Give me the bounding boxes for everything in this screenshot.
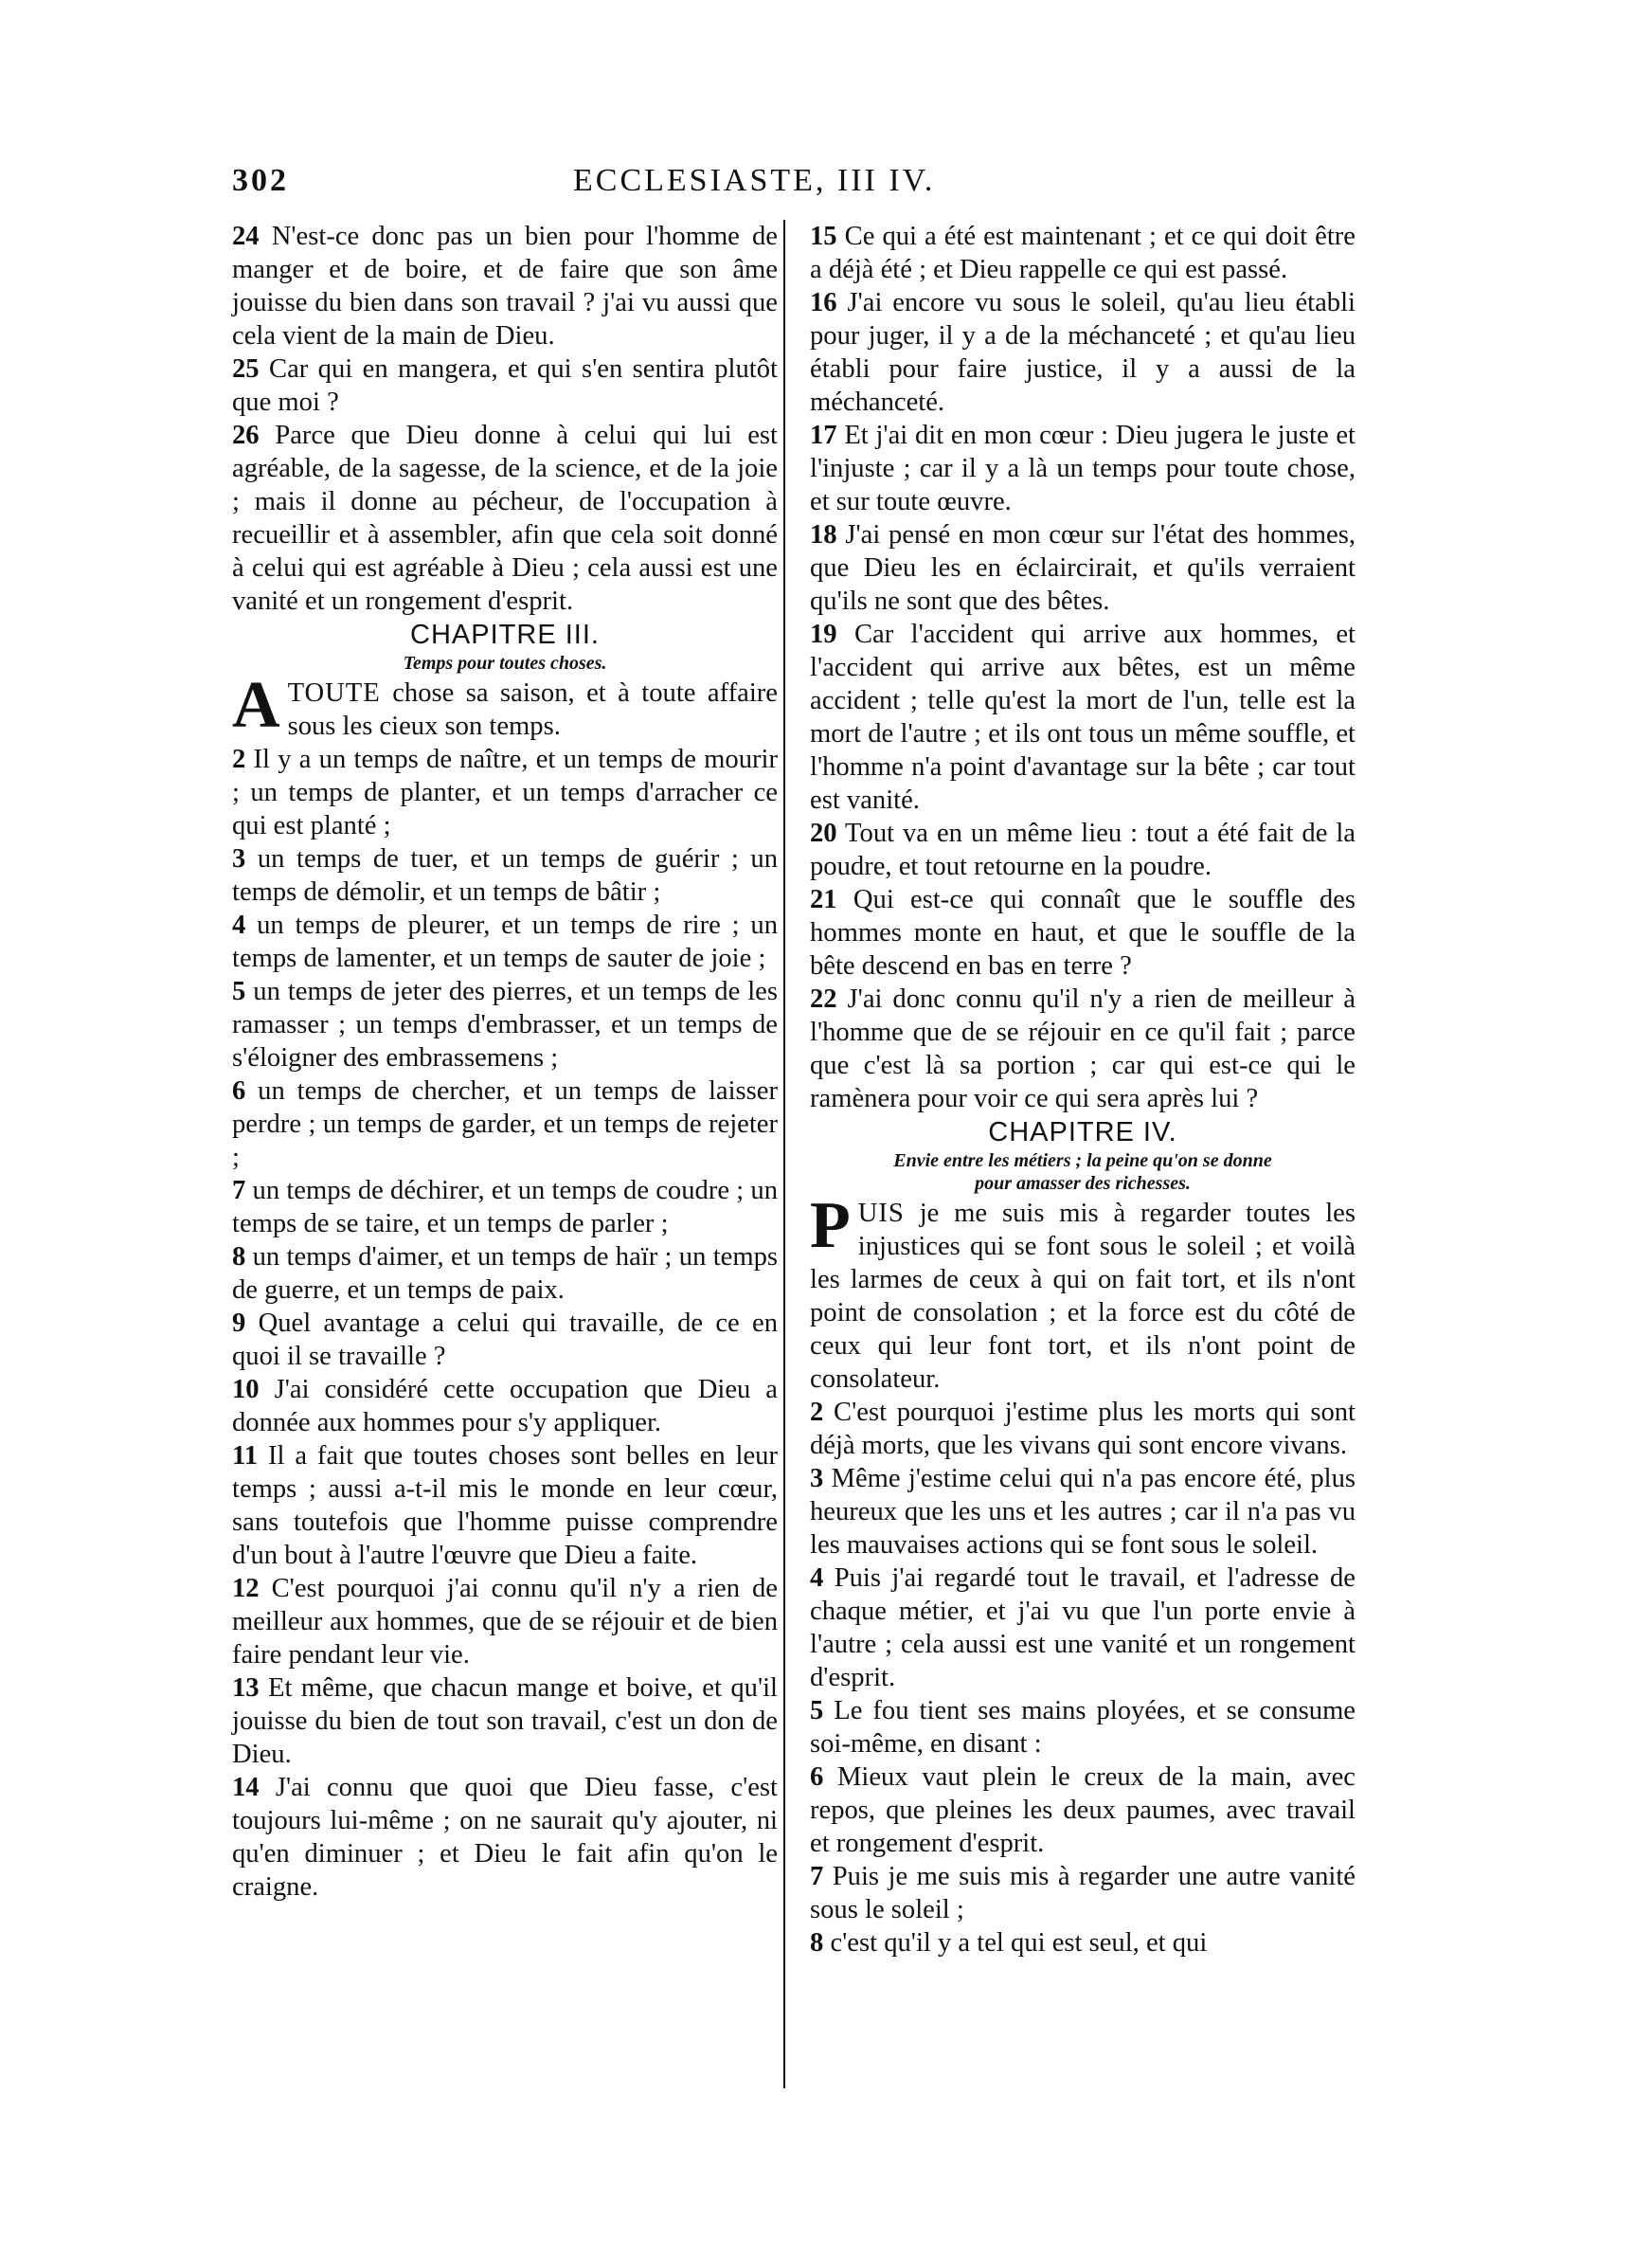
verse-number: 4 — [810, 1563, 824, 1593]
verse-text: un temps d'aimer, et un temps de haïr ; un temps de guerre, et un temps de paix. — [232, 1242, 779, 1305]
verse-text: Tout va en un même lieu : tout a été fait de la poudre, et tout retourne en la poudre. — [810, 819, 1356, 881]
opening-first-word: TOUTE — [287, 678, 381, 708]
opening-text: chose sa saison, et à toute affaire sous les cieux son temps. — [287, 678, 778, 741]
verse — [232, 419, 778, 618]
verse-number: 21 — [810, 885, 837, 914]
verse-text: Et j'ai dit en mon cœur : Dieu jugera le juste et l'injuste ; car il y a là un temps pour toute chose, et sur toute œuvre. — [810, 421, 1356, 516]
verse — [810, 1462, 1356, 1562]
verse-text: Puis j'ai regardé tout le travail, et l'adresse de chaque métier, et j'ai vu que l'un porte envie à l'autre ; cela aussi est une vanité et un rongement d'esprit. — [810, 1563, 1356, 1692]
chapter-4-summary-line1: Envie entre les métiers ; la peine qu'on se donne — [893, 1150, 1272, 1171]
verse-text: Il a fait que toutes choses sont belles en leur temps ; aussi a-t-il mis le monde en leur cœur, sans toutefois que l'homme puisse comprendre d'un bout à l'autre l'œuvre que Dieu a faite. — [232, 1441, 779, 1570]
verse-number: 3 — [810, 1464, 824, 1493]
verse-text: Ce qui a été est maintenant ; et ce qui doit être a déjà été ; et Dieu rappelle ce qui est passé. — [810, 222, 1356, 284]
verse-text: J'ai connu que quoi que Dieu fasse, c'est toujours lui-même ; on ne saurait qu'y ajouter, ni qu'en diminuer ; et Dieu le fait afin qu'on le craigne. — [232, 1773, 778, 1902]
verse-number: 7 — [810, 1862, 824, 1891]
verse — [810, 518, 1356, 618]
verse-number: 8 — [232, 1242, 246, 1272]
verse-group-ch3 — [232, 743, 778, 1904]
page-number: 302 — [232, 163, 289, 198]
verse — [810, 220, 1356, 286]
verse-text: Mieux vaut plein le creux de la main, avec repos, que pleines les deux paumes, avec travail et rongement d'esprit. — [810, 1762, 1356, 1858]
verse-number: 15 — [810, 222, 837, 251]
verse-number: 3 — [232, 844, 246, 874]
verse-number: 19 — [810, 620, 837, 649]
verse-text: C'est pourquoi j'ai connu qu'il n'y a rien de meilleur aux hommes, que de se réjouir et de bien faire pendant leur vie. — [232, 1574, 779, 1670]
verse — [232, 909, 778, 975]
verse — [810, 618, 1356, 817]
verse — [810, 419, 1356, 518]
chapter-4-summary — [810, 1149, 1356, 1195]
chapter-3-title: CHAPITRE III. — [410, 620, 600, 650]
left-column — [232, 220, 778, 1904]
column-divider — [783, 220, 785, 2088]
verse — [810, 286, 1356, 419]
verse-text: un temps de pleurer, et un temps de rire ; un temps de lamenter, et un temps de sauter de joie ; — [232, 911, 778, 973]
verse-text: N'est-ce donc pas un bien pour l'homme de manger et de boire, et de faire que son âme jouisse du bien dans son travail ? j'ai vu aussi que cela vient de la main de Dieu. — [232, 222, 779, 351]
chapter-4-summary-line2: pour amasser des richesses. — [975, 1173, 1191, 1194]
verse — [810, 1926, 1356, 1959]
verse-number: 20 — [810, 819, 837, 848]
verse — [810, 817, 1356, 883]
verse — [232, 1771, 778, 1904]
verse — [232, 1240, 778, 1307]
verse-text: un temps de déchirer, et un temps de coudre ; un temps de se taire, et un temps de parler ; — [232, 1176, 778, 1238]
verse-group-ch3-end — [810, 220, 1356, 1115]
verse-number: 6 — [810, 1762, 824, 1792]
verse-number: 6 — [232, 1076, 246, 1106]
verse-number: 7 — [232, 1176, 246, 1205]
verse-number: 13 — [232, 1673, 260, 1703]
verse-text: J'ai donc connu qu'il n'y a rien de meilleur à l'homme que de se réjouir en ce qu'il fait ; parce que c'est là sa portion ; car qui est-ce qui le ramènera pour voir ce qui sera après lui ? — [810, 984, 1356, 1113]
verse-text: J'ai pensé en mon cœur sur l'état des hommes, que Dieu les en éclaircirait, et qu'ils verraient qu'ils ne sont que des bêtes. — [810, 520, 1356, 616]
verse-text: Puis je me suis mis à regarder une autre vanité sous le soleil ; — [810, 1862, 1356, 1924]
verse — [232, 1373, 778, 1439]
verse-number: 10 — [232, 1375, 260, 1404]
verse-group-ch2-end — [232, 220, 778, 618]
verse — [232, 1439, 778, 1572]
verse — [810, 1562, 1356, 1694]
running-head — [232, 163, 1374, 210]
verse — [810, 1396, 1356, 1462]
right-column — [810, 220, 1356, 1959]
verse — [232, 1572, 778, 1671]
verse-number: 24 — [232, 222, 260, 251]
drop-cap: P — [810, 1189, 851, 1262]
verse-text: Qui est-ce qui connaît que le souffle des hommes monte en haut, et que le souffle de la bête descend en bas en terre ? — [810, 885, 1356, 981]
verse-text: Car l'accident qui arrive aux hommes, et l'accident qui arrive aux bêtes, est un même accident ; telle qu'est la mort de l'un, telle est la mort de l'autre ; et ils ont tous un même souffle, et l'homme n'a point d'avantage sur la bête ; car tout est vanité. — [810, 620, 1356, 815]
verse-text: J'ai encore vu sous le soleil, qu'au lieu établi pour juger, il y a de la méchanceté ; et qu'au lieu établi pour faire justice, il y a aussi de la méchanceté. — [810, 288, 1356, 417]
verse-number: 2 — [232, 745, 246, 774]
verse — [232, 1074, 778, 1174]
verse-number: 17 — [810, 421, 837, 450]
verse-number: 12 — [232, 1574, 260, 1603]
verse — [232, 1671, 778, 1771]
verse-text: J'ai considéré cette occupation que Dieu a donnée aux hommes pour s'y appliquer. — [232, 1375, 778, 1437]
verse — [232, 220, 778, 352]
verse-text: C'est pourquoi j'estime plus les morts qui sont déjà morts, que les vivans qui sont encore vivans. — [810, 1398, 1356, 1460]
verse-number: 2 — [810, 1398, 824, 1427]
verse — [810, 1694, 1356, 1760]
opening-text: je me suis mis à regarder toutes les injustices qui se font sous le soleil ; et voilà les larmes de ceux à qui on fait tort, et ils n'ont point de consolation ; et la force est du côté de ceux qui leur font tort, et ils n'ont point de consolateur. — [810, 1199, 1356, 1394]
verse-number: 18 — [810, 520, 837, 550]
verse — [810, 1760, 1356, 1860]
verse-number: 9 — [232, 1309, 246, 1338]
verse-number: 11 — [232, 1441, 259, 1471]
verse-text: c'est qu'il y a tel qui est seul, et qui — [830, 1928, 1208, 1958]
verse-number: 16 — [810, 288, 837, 317]
verse-number: 14 — [232, 1773, 260, 1802]
verse-number: 22 — [810, 984, 837, 1014]
drop-cap: A — [232, 669, 280, 742]
chapter-3-opening — [232, 669, 778, 743]
verse-number: 25 — [232, 354, 260, 384]
verse-text: un temps de jeter des pierres, et un temps de les ramasser ; un temps d'embrasser, et un temps de s'éloigner des embrassemens ; — [232, 977, 778, 1073]
running-title: ECCLESIASTE, III IV. — [573, 163, 936, 198]
verse — [232, 1307, 778, 1373]
verse-group-ch4 — [810, 1396, 1356, 1959]
verse-text: Quel avantage a celui qui travaille, de ce en quoi il se travaille ? — [232, 1309, 779, 1371]
verse — [810, 883, 1356, 983]
verse — [232, 352, 778, 419]
verse-text: un temps de chercher, et un temps de laisser perdre ; un temps de garder, et un temps de rejeter ; — [232, 1076, 778, 1172]
verse — [810, 983, 1356, 1115]
chapter-3-summary: Temps pour toutes choses. — [403, 653, 607, 674]
verse-text: Même j'estime celui qui n'a pas encore été, plus heureux que les uns et les autres ; car il n'a pas vu les mauvaises actions qui se font sous le soleil. — [810, 1464, 1356, 1560]
verse — [232, 1174, 778, 1240]
verse-number: 4 — [232, 911, 246, 940]
chapter-4-title: CHAPITRE IV. — [988, 1117, 1177, 1147]
verse-text: Car qui en mangera, et qui s'en sentira plutôt que moi ? — [232, 354, 778, 417]
opening-first-word: UIS — [857, 1199, 905, 1228]
verse-text: Il y a un temps de naître, et un temps de mourir ; un temps de planter, et un temps d'arracher ce qui est planté ; — [232, 745, 778, 840]
verse — [232, 975, 778, 1074]
verse-number: 26 — [232, 421, 260, 450]
verse-number: 8 — [810, 1928, 824, 1958]
verse-text: un temps de tuer, et un temps de guérir ; un temps de démolir, et un temps de bâtir ; — [232, 844, 779, 907]
verse — [232, 743, 778, 842]
verse-number: 5 — [810, 1696, 824, 1725]
verse — [810, 1860, 1356, 1926]
verse-text: Le fou tient ses mains ployées, et se consume soi-même, en disant : — [810, 1696, 1356, 1759]
verse — [232, 842, 778, 909]
chapter-4-opening — [810, 1189, 1356, 1396]
verse-text: Et même, que chacun mange et boive, et qu'il jouisse du bien de tout son travail, c'est un don de Dieu. — [232, 1673, 778, 1769]
verse-text: Parce que Dieu donne à celui qui lui est agréable, de la sagesse, de la science, et de la joie ; mais il donne au pécheur, de l'occupation à recueillir et à assembler, afin que cela soit donné à celui qui est agréable à Dieu ; cela aussi est une vanité et un rongement d'esprit. — [232, 421, 778, 616]
verse-number: 5 — [232, 977, 246, 1006]
